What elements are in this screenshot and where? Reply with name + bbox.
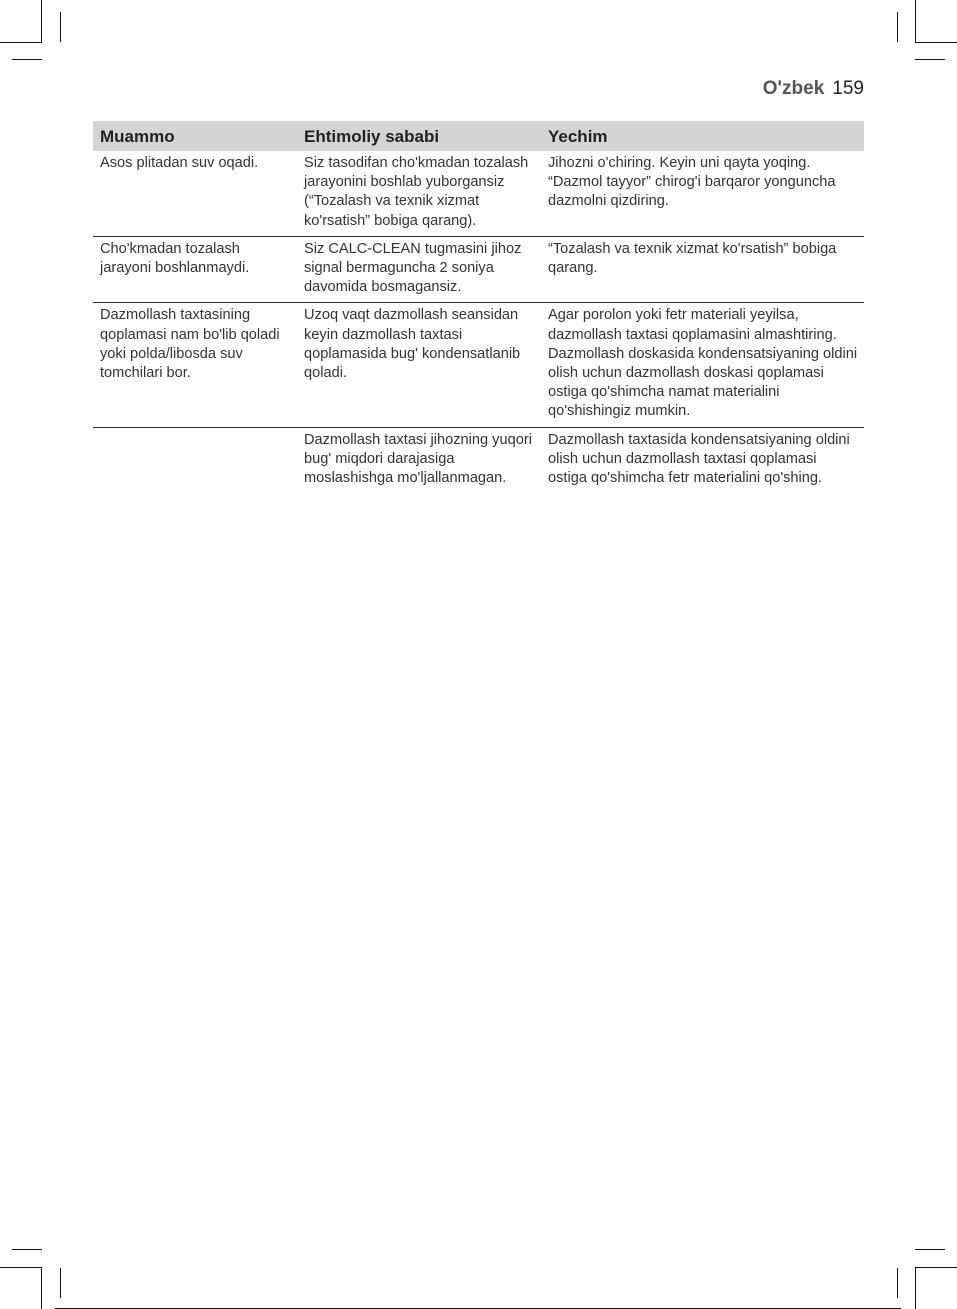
crop-mark [897, 1268, 898, 1298]
cell-problem: Dazmollash taxtasining qoplamasi nam bo'lib qoladi yoki polda/libosda suv tomchilari bor. [100, 307, 280, 382]
language-label: O'zbek [762, 78, 825, 99]
troubleshooting-table [93, 121, 864, 493]
cell-solution: Agar porolon yoki fetr materiali yeyilsa, dazmollash taxtasi qoplamasini almashtiring. Dazmollash doskasida kondensatsiyaning oldini olish uchun dazmollash doskasi qoplamasi ostiga qo'shimcha namat materialini qo'shishingiz mumkin. [548, 307, 858, 420]
cell-cause: Dazmollash taxtasi jihozning yuqori bug' miqdori darajasiga moslashishga mo'ljallanmagan. [304, 431, 532, 487]
table-row [93, 236, 864, 303]
column-header-cause: Ehtimoliy sababi [297, 121, 541, 151]
column-header-problem: Muammo [93, 121, 297, 151]
crop-mark [0, 1267, 42, 1268]
page-number: 159 [832, 78, 864, 99]
page-header [763, 78, 864, 100]
crop-mark [915, 1268, 916, 1309]
crop-mark [12, 59, 42, 60]
cell-cause: Uzoq vaqt dazmollash seansidan keyin dazmollash taxtasi qoplamasida bug' kondensatlanib qoladi. [304, 307, 521, 382]
crop-mark [60, 1268, 61, 1298]
table-row [93, 151, 864, 236]
cell-solution: Jihozni o'chiring. Keyin uni qayta yoqing. “Dazmol tayyor” chirog'i barqaror yonguncha dazmolni qizdiring. [548, 155, 836, 210]
cell-cause: Siz CALC-CLEAN tugmasini jihoz signal bermaguncha 2 soniya davomida bosmagansiz. [304, 240, 522, 296]
cell-problem [93, 427, 297, 493]
cell-solution: “Tozalash va texnik xizmat ko'rsatish” bobiga qarang. [548, 240, 837, 277]
crop-mark [60, 12, 61, 42]
crop-mark [915, 0, 916, 42]
column-header-solution: Yechim [541, 121, 864, 151]
crop-mark [0, 42, 42, 43]
crop-mark [41, 1268, 42, 1309]
crop-mark [915, 1267, 957, 1268]
crop-mark [12, 1249, 42, 1250]
crop-mark [897, 12, 898, 42]
crop-mark [915, 42, 957, 43]
table-header-row [93, 121, 864, 151]
cell-problem: Cho'kmadan tozalash jarayoni boshlanmaydi. [100, 240, 250, 277]
cell-problem: Asos plitadan suv oqadi. [100, 155, 259, 171]
cell-solution: Dazmollash taxtasida kondensatsiyaning oldini olish uchun dazmollash taxtasi qoplamasi ostiga qo'shimcha fetr materialini qo'shing. [548, 431, 850, 487]
crop-mark [41, 0, 42, 42]
table-row [93, 303, 864, 427]
cell-cause: Siz tasodifan cho'kmadan tozalash jarayonini boshlab yuborgansiz (“Tozalash va texnik xizmat ko'rsatish” bobiga qarang). [304, 155, 529, 229]
crop-mark [915, 1249, 945, 1250]
table-row [93, 427, 864, 493]
crop-mark [915, 59, 945, 60]
